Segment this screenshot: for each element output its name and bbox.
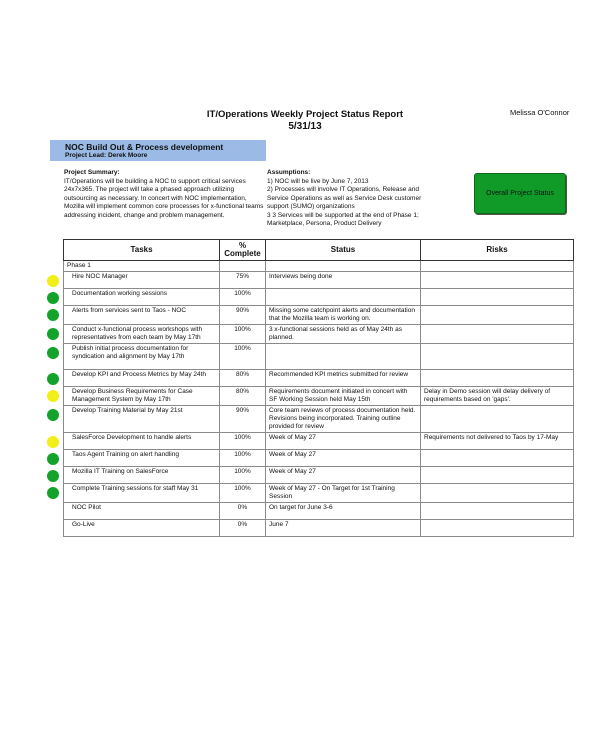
task-cell: Develop KPI and Process Metrics by May 24th: [64, 370, 220, 387]
percent-cell: 80%: [220, 387, 266, 406]
project-name: NOC Build Out & Process development: [65, 142, 224, 152]
percent-cell: 0%: [220, 520, 266, 537]
table-row: [64, 325, 574, 344]
report-author: Melissa O'Connor: [510, 108, 570, 117]
risk-cell: [421, 272, 574, 289]
percent-cell: 90%: [220, 306, 266, 325]
phase-label: Phase 1: [64, 261, 220, 272]
status-dot-green: [47, 309, 59, 321]
assumption-item: 1) NOC will be live by June 7, 2013: [267, 177, 369, 185]
risk-cell: [421, 325, 574, 344]
status-dot-green: [47, 470, 59, 482]
percent-cell: 100%: [220, 467, 266, 484]
status-cell: Recommended KPI metrics submitted for review: [266, 370, 421, 387]
status-dot-yellow: [47, 390, 59, 402]
table-row: [64, 344, 574, 370]
status-dot-green: [47, 453, 59, 465]
percent-cell: 0%: [220, 503, 266, 520]
status-dot-green: [47, 487, 59, 499]
table-row: [64, 289, 574, 306]
status-dot-green: [47, 347, 59, 359]
status-cell: Week of May 27: [266, 433, 421, 450]
risk-cell: [421, 289, 574, 306]
risk-cell: Delay in Demo session will delay delivery of requirements based on 'gaps'.: [421, 387, 574, 406]
risk-cell: Requirements not delivered to Taos by 17-May: [421, 433, 574, 450]
status-cell: June 7: [266, 520, 421, 537]
project-banner: [50, 140, 266, 161]
summary-heading: Project Summary:: [64, 169, 120, 176]
assumptions-heading: Assumptions:: [267, 169, 311, 176]
task-cell: Documentation working sessions: [64, 289, 220, 306]
report-title: IT/Operations Weekly Project Status Report: [206, 109, 404, 120]
col-header-complete: % Complete: [220, 240, 266, 261]
risk-cell: [421, 520, 574, 537]
overall-status-indicator: Overall Project Status: [474, 173, 566, 214]
assumption-item: 3 3 Services will be supported at the end of Phase 1; Marketplace, Persona, Product Delivery: [267, 211, 419, 227]
status-cell: Missing some catchpoint alerts and documentation that the Mozilla team is working on.: [266, 306, 421, 325]
task-cell: Develop Training Material by May 21st: [64, 406, 220, 433]
task-table: [63, 239, 574, 537]
table-row: [64, 306, 574, 325]
report-date: 5/31/13: [288, 121, 322, 132]
status-dot-green: [47, 373, 59, 385]
status-cell: Core team reviews of process documentation held. Revisions being incorporated. Training outline provided for review: [266, 406, 421, 433]
risk-cell: [421, 370, 574, 387]
status-cell: On target for June 3-6: [266, 503, 421, 520]
percent-cell: 80%: [220, 370, 266, 387]
status-dot-green: [47, 292, 59, 304]
project-summary: [64, 169, 264, 220]
task-cell: Go-Live: [64, 520, 220, 537]
table-row: [64, 406, 574, 433]
percent-cell: 100%: [220, 484, 266, 503]
col-header-tasks: Tasks: [64, 240, 220, 261]
phase-row: [64, 261, 574, 272]
assumption-item: 2) Processes will involve IT Operations, Release and Service Operations as well as Service Desk customer support (SUMO) organizations: [267, 186, 422, 210]
col-header-risks: Risks: [421, 240, 574, 261]
task-cell: Develop Business Requirements for Case Management System by May 17th: [64, 387, 220, 406]
risk-cell: [421, 306, 574, 325]
risk-cell: [421, 406, 574, 433]
task-cell: Mozilla IT Training on SalesForce: [64, 467, 220, 484]
percent-cell: 100%: [220, 325, 266, 344]
table-row: [64, 370, 574, 387]
status-cell: Interviews being done: [266, 272, 421, 289]
table-row: [64, 387, 574, 406]
table-row: [64, 520, 574, 537]
risk-cell: [421, 450, 574, 467]
table-row: [64, 503, 574, 520]
task-cell: Publish initial process documentation for syndication and alignment by May 17th: [64, 344, 220, 370]
project-lead: Project Lead: Derek Moore: [65, 152, 148, 159]
percent-cell: 100%: [220, 450, 266, 467]
status-dot-yellow: [47, 275, 59, 287]
task-cell: Taos Agent Training on alert handling: [64, 450, 220, 467]
percent-cell: 75%: [220, 272, 266, 289]
status-dot-yellow: [47, 436, 59, 448]
percent-cell: 100%: [220, 433, 266, 450]
table-row: [64, 467, 574, 484]
col-header-status: Status: [266, 240, 421, 261]
table-row: [64, 272, 574, 289]
task-cell: Conduct x-functional process workshops with representatives from each team by May 17th: [64, 325, 220, 344]
table-row: [64, 433, 574, 450]
status-cell: Week of May 27 - On Target for 1st Training Session: [266, 484, 421, 503]
risk-cell: [421, 503, 574, 520]
risk-cell: [421, 467, 574, 484]
assumptions: [267, 169, 432, 229]
status-dot-green: [47, 328, 59, 340]
percent-cell: 90%: [220, 406, 266, 433]
task-cell: Hire NOC Manager: [64, 272, 220, 289]
task-cell: NOC Pilot: [64, 503, 220, 520]
table-row: [64, 484, 574, 503]
task-cell: Alerts from services sent to Taos - NOC: [64, 306, 220, 325]
table-header-row: [64, 240, 574, 261]
status-cell: Requirements document initiated in concert with SF Working Session held May 15th: [266, 387, 421, 406]
task-cell: SalesForce Development to handle alerts: [64, 433, 220, 450]
status-dot-green: [47, 409, 59, 421]
table-row: [64, 450, 574, 467]
risk-cell: [421, 344, 574, 370]
status-cell: [266, 289, 421, 306]
status-cell: [266, 344, 421, 370]
percent-cell: 100%: [220, 289, 266, 306]
task-cell: Complete Training sessions for staff May 31: [64, 484, 220, 503]
percent-cell: 100%: [220, 344, 266, 370]
summary-text: IT/Operations will be building a NOC to support critical services 24x7x365. The project will take a phased approach utilizing outsourcing as necessary. In concert with NOC implementation, Mozilla will implement common core processes for x-functional teams addressing incident, change and problem management.: [64, 177, 264, 219]
status-cell: Week of May 27: [266, 467, 421, 484]
status-cell: 3 x-functional sessions held as of May 24th as planned.: [266, 325, 421, 344]
status-cell: Week of May 27: [266, 450, 421, 467]
risk-cell: [421, 484, 574, 503]
